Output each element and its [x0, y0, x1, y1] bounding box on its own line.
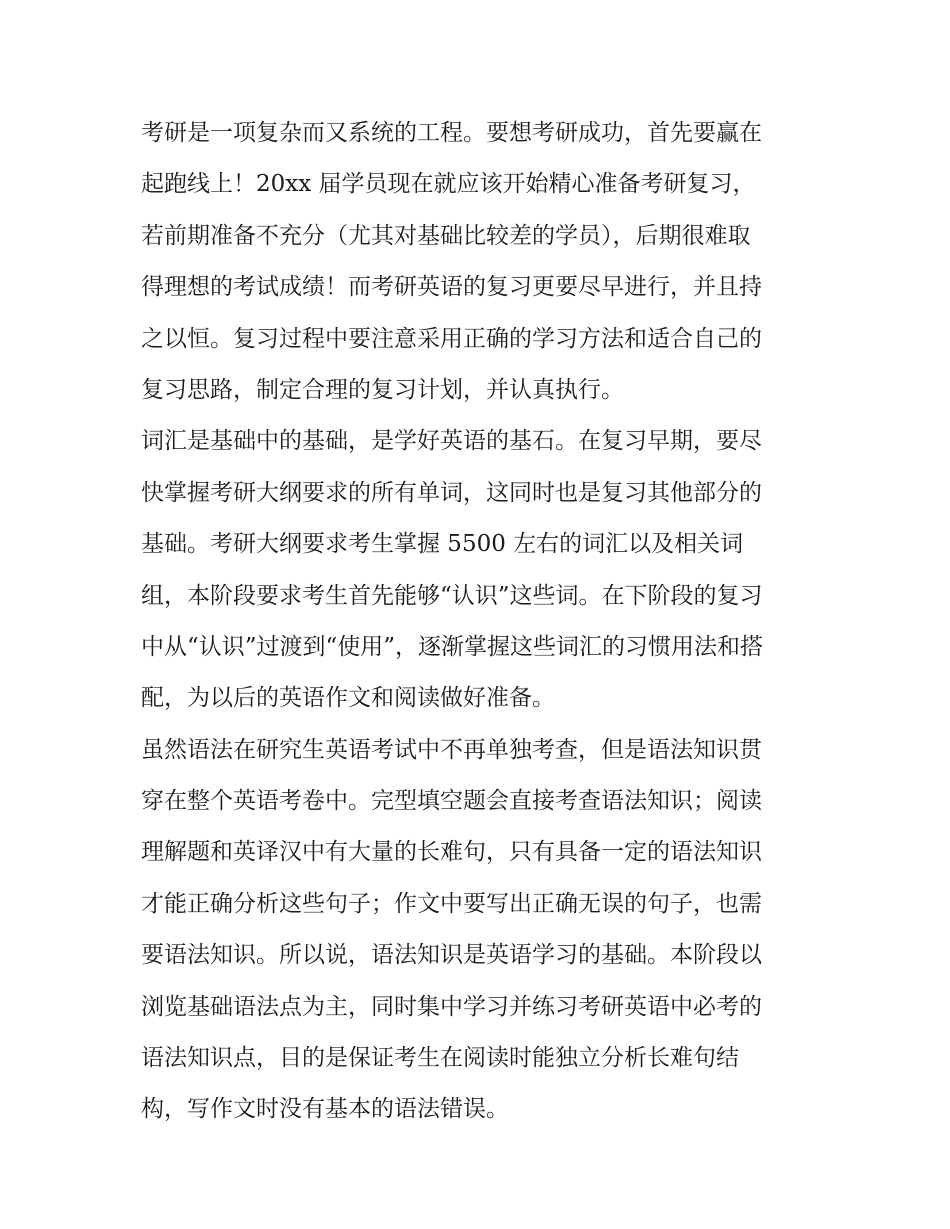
- paragraph-1: [141, 108, 821, 416]
- text-line: 才能正确分析这些句子；作文中要写出正确无误的句子，也需: [141, 890, 762, 917]
- text-line: 之以恒。复习过程中要注意采用正确的学习方法和适合自己的: [141, 325, 762, 352]
- text-line: 复习思路，制定合理的复习计划，并认真执行。: [141, 376, 624, 403]
- text-line: 语法知识点，目的是保证考生在阅读时能独立分析长难句结: [141, 1045, 739, 1072]
- text-line: 词汇是基础中的基础，是学好英语的基石。在复习早期，要尽: [141, 428, 762, 455]
- text-line: 基础。考研大纲要求考生掌握 5500 左右的词汇以及相关词: [141, 531, 744, 558]
- text-line: 构，写作文时没有基本的语法错误。: [141, 1096, 509, 1123]
- text-line: 起跑线上！20xx 届学员现在就应该开始精心准备考研复习，: [141, 171, 756, 198]
- text-line: 组，本阶段要求考生首先能够“认识”这些词。在下阶段的复习: [141, 582, 763, 609]
- text-line: 得理想的考试成绩！而考研英语的复习更要尽早进行，并且持: [141, 274, 762, 301]
- text-line: 配，为以后的英语作文和阅读做好准备。: [141, 685, 555, 712]
- text-line: 中从“认识”过渡到“使用”，逐渐掌握这些词汇的习惯用法和搭: [141, 633, 764, 660]
- text-line: 快掌握考研大纲要求的所有单词，这同时也是复习其他部分的: [141, 479, 762, 506]
- text-line: 穿在整个英语考卷中。完型填空题会直接考查语法知识；阅读: [141, 788, 762, 815]
- text-line: 浏览基础语法点为主，同时集中学习并练习考研英语中必考的: [141, 993, 762, 1020]
- text-line: 若前期准备不充分（尤其对基础比较差的学员），后期很难取: [141, 222, 751, 249]
- text-line: 要语法知识。所以说，语法知识是英语学习的基础。本阶段以: [141, 942, 762, 969]
- text-line: 考研是一项复杂而又系统的工程。要想考研成功，首先要赢在: [141, 120, 762, 146]
- paragraph-3: [141, 725, 821, 1136]
- paragraph-2: [141, 416, 821, 724]
- text-line: 虽然语法在研究生英语考试中不再单独考查，但是语法知识贯: [141, 736, 762, 763]
- document-body: [141, 108, 821, 1136]
- text-line: 理解题和英译汉中有大量的长难句，只有具备一定的语法知识: [141, 839, 762, 866]
